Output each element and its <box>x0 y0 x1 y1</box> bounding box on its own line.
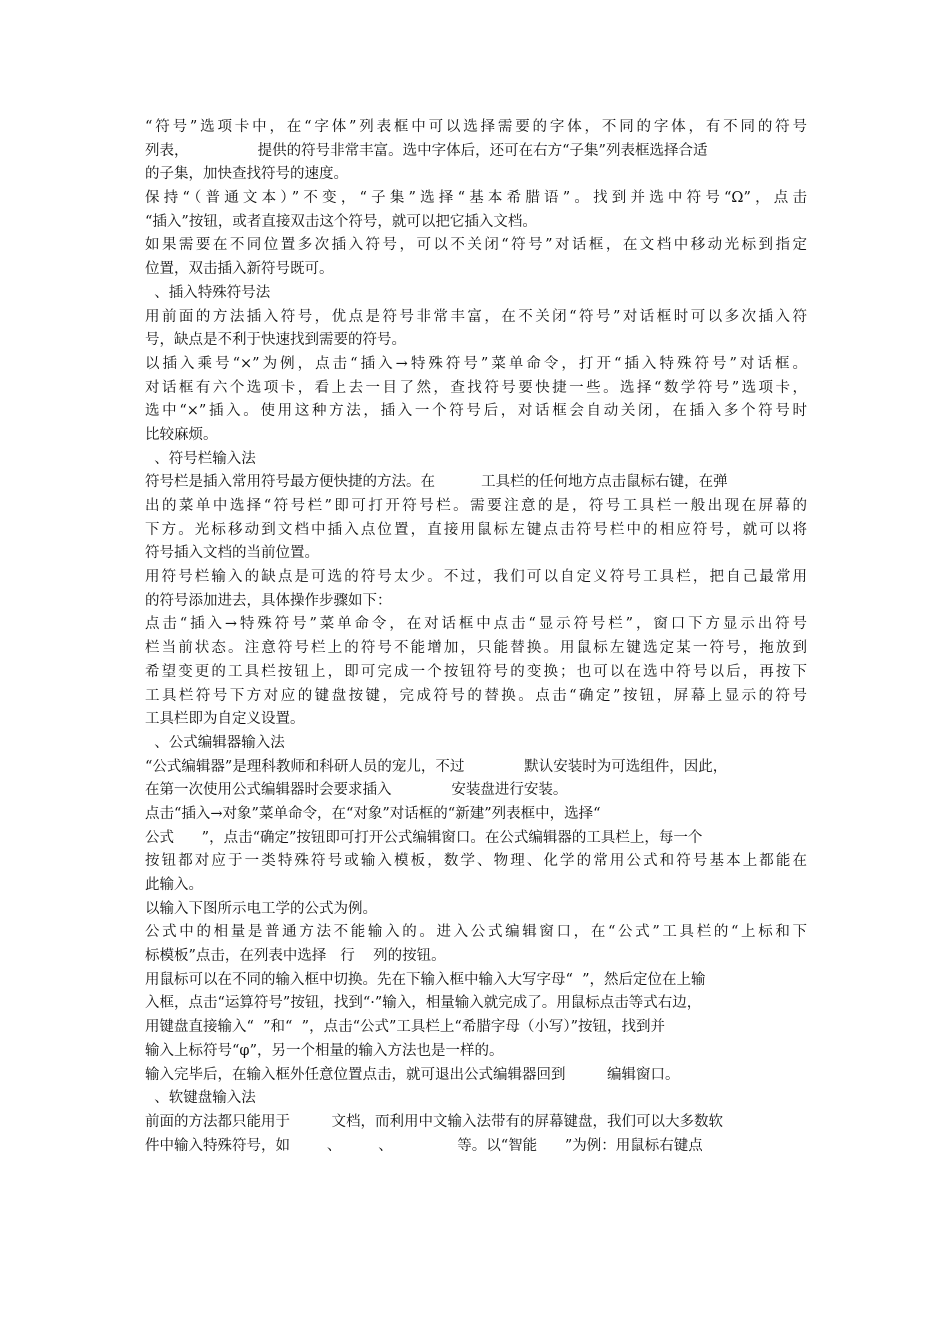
text-line: 的符号添加进去，具体操作步骤如下： <box>145 592 392 609</box>
text-line: 位置，双击插入新符号既可。 <box>145 261 334 278</box>
text-line: 栏当前状态。注意符号栏上的符号不能增加，只能替换。用鼠标左键选定某一符号，拖放到 <box>145 640 807 657</box>
text-line: 保持“（普通文本）”不变，“子集”选择“基本希腊语”。找到并选中符号“Ω”，点击 <box>145 190 807 207</box>
text-line: 出的菜单中选择“符号栏”即可打开符号栏。需要注意的是，符号工具栏一般出现在屏幕的 <box>145 498 807 514</box>
text-line: 此输入。 <box>145 877 203 893</box>
text-line: 用前面的方法插入符号，优点是符号非常丰富，在不关闭“符号”对话框时可以多次插入符 <box>145 308 807 325</box>
text-line: 点击“插入→对象”菜单命令，在“对象”对话框的“新建”列表框中，选择“ <box>145 805 601 822</box>
text-line: 比较麻烦。 <box>145 426 218 443</box>
text-line: 符号栏是插入常用符号最方便快捷的方法。在 工具栏的任何地方点击鼠标右键，在弹 <box>145 474 728 491</box>
text-line: 、插入特殊符号法 <box>145 284 271 301</box>
text-line: 用符号栏输入的缺点是可选的符号太少。不过，我们可以自定义符号工具栏，把自己最常用 <box>145 569 807 586</box>
text-line: 用键盘直接输入“ ”和“ ”，点击“公式”工具栏上“希腊字母（小写）”按钮，找到并 <box>145 1019 665 1036</box>
text-line: 公式 ”，点击“确定”按钮即可打开公式编辑窗口。在公式编辑器的工具栏上，每一个 <box>145 829 703 846</box>
text-line: 输入完毕后，在输入框外任意位置点击，就可退出公式编辑器回到 编辑窗口。 <box>145 1066 680 1083</box>
text-line: 、符号栏输入法 <box>145 450 256 467</box>
text-line: 、软键盘输入法 <box>145 1090 256 1107</box>
text-line: 标模板”点击，在列表中选择 行 列的按钮。 <box>145 948 446 965</box>
text-line: 以插入乘号“×”为例，点击“插入→特殊符号”菜单命令，打开“插入特殊符号”对话框。 <box>145 355 807 372</box>
text-line: 在第一次使用公式编辑器时会要求插入 安装盘进行安装。 <box>145 782 568 799</box>
text-line: 希望变更的工具栏按钮上，即可完成一个按钮符号的变换；也可以在选中符号以后，再按下 <box>145 663 807 680</box>
text-line: 用鼠标可以在不同的输入框中切换。先在下输入框中输入大写字母“ ”，然后定位在上输 <box>145 971 706 988</box>
text-line: 件中输入特殊符号，如 、 、 等。以“智能 ”为例：用鼠标右键点 <box>145 1137 703 1154</box>
text-line: 符号插入文档的当前位置。 <box>145 545 319 562</box>
text-line: “插入”按钮，或者直接双击这个符号，就可以把它插入文档。 <box>145 213 537 230</box>
text-line: 以输入下图所示电工学的公式为例。 <box>145 900 377 917</box>
text-line: 输入上标符号“φ”，另一个相量的输入方法也是一样的。 <box>145 1042 504 1059</box>
text-line: 列表， 提供的符号非常丰富。选中字体后，还可在右方“子集”列表框选择合适 <box>145 142 708 159</box>
text-line: “符号”选项卡中，在“字体”列表框中可以选择需要的字体，不同的字体，有不同的符号 <box>145 119 807 135</box>
text-line: 工具栏即为自定义设置。 <box>145 711 305 728</box>
text-line: 按钮都对应于一类特殊符号或输入模板，数学、物理、化学的常用公式和符号基本上都能在 <box>145 853 807 870</box>
text-line: 点击“插入→特殊符号”菜单命令，在对话框中点击“显示符号栏”，窗口下方显示出符号 <box>145 616 807 633</box>
text-line: 选中“×”插入。使用这种方法，插入一个符号后，对话框会自动关闭，在插入多个符号时 <box>145 403 807 420</box>
text-line: 如果需要在不同位置多次插入符号，可以不关闭“符号”对话框，在文档中移动光标到指定 <box>145 237 807 254</box>
text-line: 公式中的相量是普通方法不能输入的。进入公式编辑窗口，在“公式”工具栏的“上标和下 <box>145 924 807 941</box>
text-line: 下方。光标移动到文档中插入点位置，直接用鼠标左键点击符号栏中的相应符号，就可以将 <box>145 521 807 538</box>
text-line: “公式编辑器”是理科教师和科研人员的宠儿，不过 默认安装时为可选组件，因此， <box>145 758 728 775</box>
text-line: 号，缺点是不利于快速找到需要的符号。 <box>145 332 406 349</box>
text-line: 前面的方法都只能用于 文档，而利用中文输入法带有的屏幕键盘，我们可以大多数软 <box>145 1113 723 1130</box>
document-body <box>145 116 807 1158</box>
text-line: 的子集，加快查找符号的速度。 <box>145 166 348 183</box>
text-line: 入框，点击“运算符号”按钮，找到“·”输入，相量输入就完成了。用鼠标点击等式右边， <box>145 995 702 1012</box>
text-line: 工具栏符号下方对应的键盘按键，完成符号的替换。点击“确定”按钮，屏幕上显示的符号 <box>145 687 807 704</box>
text-line: 对话框有六个选项卡，看上去一目了然，查找符号要快捷一些。选择“数学符号”选项卡， <box>145 379 807 396</box>
text-line: 、公式编辑器输入法 <box>145 734 285 751</box>
